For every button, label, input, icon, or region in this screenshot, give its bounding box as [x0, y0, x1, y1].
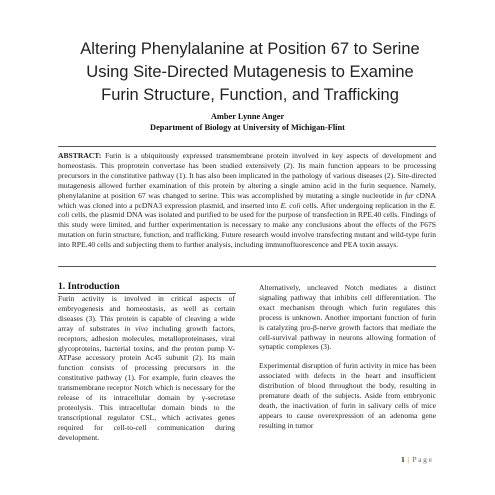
abstract-italic-1: fur: [404, 190, 414, 200]
page-word: Page: [412, 455, 434, 464]
left-col-italic-1: in vivo: [124, 323, 148, 333]
abstract-italic-2: E. coli: [280, 200, 301, 210]
abstract-text-3: cells. After undergoing replication in the: [300, 200, 430, 210]
left-column-paragraph: [58, 294, 235, 443]
author-affiliation: Department of Biology at University of Michigan-Flint: [150, 123, 345, 132]
author-name: Amber Lynne Anger: [210, 112, 285, 121]
abstract-top-rule: [58, 146, 436, 147]
title-line-2: Using Site-Directed Mutagenesis to Examine: [86, 63, 414, 81]
right-column-paragraph-2: Experimental disruption of furin activity in mice has been associated with defects in the heart and insufficient distribution of blood throughout the body, resulting in premature death of the subjects. Aside from embryonic death, the inactivation of furin in salivary cells of mice appears to cause overexpression of an adenoma gene resulting in tumor: [259, 361, 436, 430]
abstract-text-1: Furin is a ubiquitously expressed transmembrane protein involved in key aspects of development and homeostasis. This proprotein convertase has been studied extensively (2). Its main function appears to be processing precursors in the constitutive pathway (1). It has also been implicated in the pathology of various diseases (2). Site-directed mutagenesis allowed further examination of this protein by altering a single amino acid in the furin sequence. Namely, phenylalanine at position 67 was changed to serine. This was accomplished by mutating a single nucleotide in: [58, 151, 436, 200]
left-col-text-2: including growth factors, receptors, adhesion molecules, metalloproteinases, viral glycoproteins, bacterial toxins, and the proton pump V-ATPase accessory protein Ac45 subunit (2). Its main function consists of processing precursors in the constitutive pathway (1). For example, furin cleaves the transmembrane receptor Notch which is necessary for the release of its intracellular domain by γ-secretase proteolysis. This intracellular domain binds to the transcriptional regulator CSL, which activates genes required for cell-to-cell communication during development.: [58, 323, 235, 442]
right-column: [259, 283, 436, 440]
left-column: [58, 294, 235, 452]
abstract-text-4: cells, the plasmid DNA was isolated and purified to be used for the purpose of transfection in RPE.40 cells. Findings of this study were limited, and further experimentation is necessary to make any conclusions about the effects of the F67S mutation on furin structure, function, and trafficking. Future research would involve transfecting mutant and wild-type furin into RPE.40 cells and subjecting them to further analysis, including immunofluorescence and PEA toxin assays.: [58, 210, 436, 250]
paper-title: [30, 38, 470, 107]
title-line-3: Furin Structure, Function, and Trafficking: [101, 86, 399, 104]
abstract-label: ABSTRACT:: [58, 151, 102, 160]
page-number: 1: [401, 455, 405, 464]
left-col-text-1: Furin activity is involved in critical aspects of embryogenesis and homeostasis, as well as certain diseases (3). This protein is capable of cleaving a wide array of substrates: [58, 294, 235, 333]
page-separator: |: [407, 455, 410, 464]
abstract-bottom-rule: [58, 266, 436, 267]
abstract-italic-3: E. coli: [58, 200, 436, 220]
right-column-paragraph-1: Alternatively, uncleaved Notch mediates a distinct signaling pathway that inhibits cell differentiation. The exact mechanism through which furin regulates this process is unknown. Another important function of furin is catalyzing pro-β-nerve growth factors that mediate the cell-survival pathway in neurons allowing formation of synaptic complexes (3).: [259, 283, 436, 352]
title-line-1: Altering Phenylalanine at Position 67 to Serine: [80, 40, 420, 58]
abstract-text-2: cDNA which was cloned into a pcDNA3 expression plasmid, and inserted into: [58, 190, 436, 210]
page-footer: [401, 455, 434, 464]
abstract: [58, 151, 436, 250]
section-heading-introduction: 1. Introduction: [58, 281, 120, 292]
